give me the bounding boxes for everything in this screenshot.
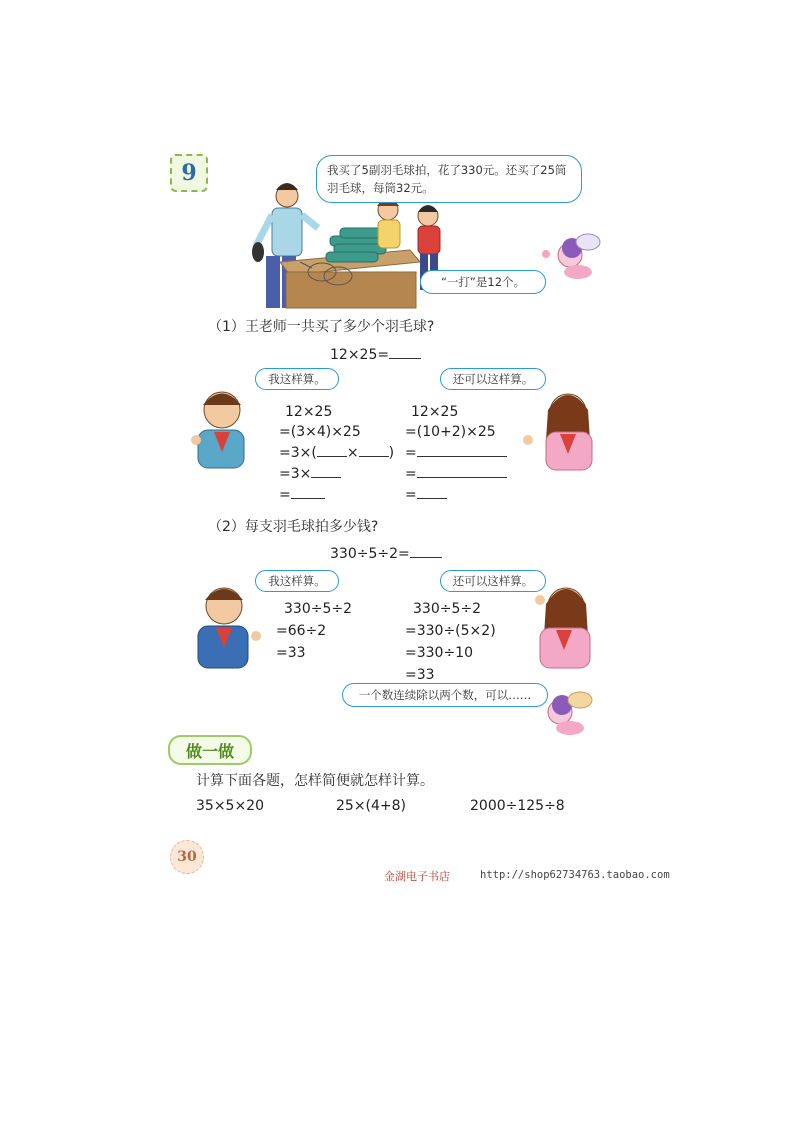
step: =66÷2 xyxy=(276,623,327,639)
equation-2-text: 330÷5÷2= xyxy=(330,546,410,562)
step: =330÷(5×2) xyxy=(405,623,496,639)
step-text: =3×( xyxy=(279,445,317,461)
practice-instruction: 计算下面各题，怎样简便就怎样计算。 xyxy=(196,773,434,789)
step: =330÷10 xyxy=(405,645,473,661)
step-text: = xyxy=(279,487,291,503)
step-text: = xyxy=(405,445,417,461)
girl-speech-bubble-1: 还可以这样算。 xyxy=(440,368,546,390)
question-1: （1）王老师一共买了多少个羽毛球? xyxy=(208,319,435,335)
step-text: = xyxy=(405,466,417,482)
part2-left-steps xyxy=(276,598,352,664)
practice-problem-3: 2000÷125÷8 xyxy=(470,798,565,814)
step-text: =3× xyxy=(279,466,312,482)
boy-speech-bubble-1: 我这样算。 xyxy=(255,368,339,390)
question-2: （2）每支羽毛球拍多少钱? xyxy=(208,519,379,535)
boy-figure-2 xyxy=(198,588,261,668)
angel-note-bubble: “一打”是12个。 xyxy=(420,270,546,294)
step: =33 xyxy=(276,645,306,661)
girl-speech-bubble-2: 还可以这样算。 xyxy=(440,570,546,592)
step: 330÷5÷2 xyxy=(413,601,481,617)
example-number-badge: 9 xyxy=(170,154,208,192)
step: 12×25 xyxy=(411,404,459,420)
step-text: × xyxy=(346,445,359,461)
part2-right-steps xyxy=(405,598,496,686)
girl-figure-2 xyxy=(535,588,590,668)
step-text: ) xyxy=(388,445,395,461)
equation-1-text: 12×25= xyxy=(330,347,390,363)
boy-speech-bubble-2: 我这样算。 xyxy=(255,570,339,592)
angel-figure-bottom xyxy=(548,692,592,735)
practice-problem-2: 25×(4+8) xyxy=(336,798,407,814)
shop-url[interactable]: http://shop62734763.taobao.com xyxy=(480,869,670,881)
step: =(3×4)×25 xyxy=(279,424,361,440)
step: =(10+2)×25 xyxy=(405,424,496,440)
teacher-speech-bubble: 我买了5副羽毛球拍，花了330元。还买了25筒羽毛球，每筒32元。 xyxy=(316,155,582,203)
practice-label: 做一做 xyxy=(168,735,252,765)
step: =33 xyxy=(405,667,435,683)
page-number: 30 xyxy=(170,840,204,874)
step: 12×25 xyxy=(285,404,333,420)
step: 330÷5÷2 xyxy=(284,601,352,617)
practice-problem-1: 35×5×20 xyxy=(196,798,264,814)
angel-hint-bubble: 一个数连续除以两个数，可以…… xyxy=(342,683,548,707)
step-text: = xyxy=(405,487,417,503)
shop-name: 金湖电子书店 xyxy=(384,870,450,883)
